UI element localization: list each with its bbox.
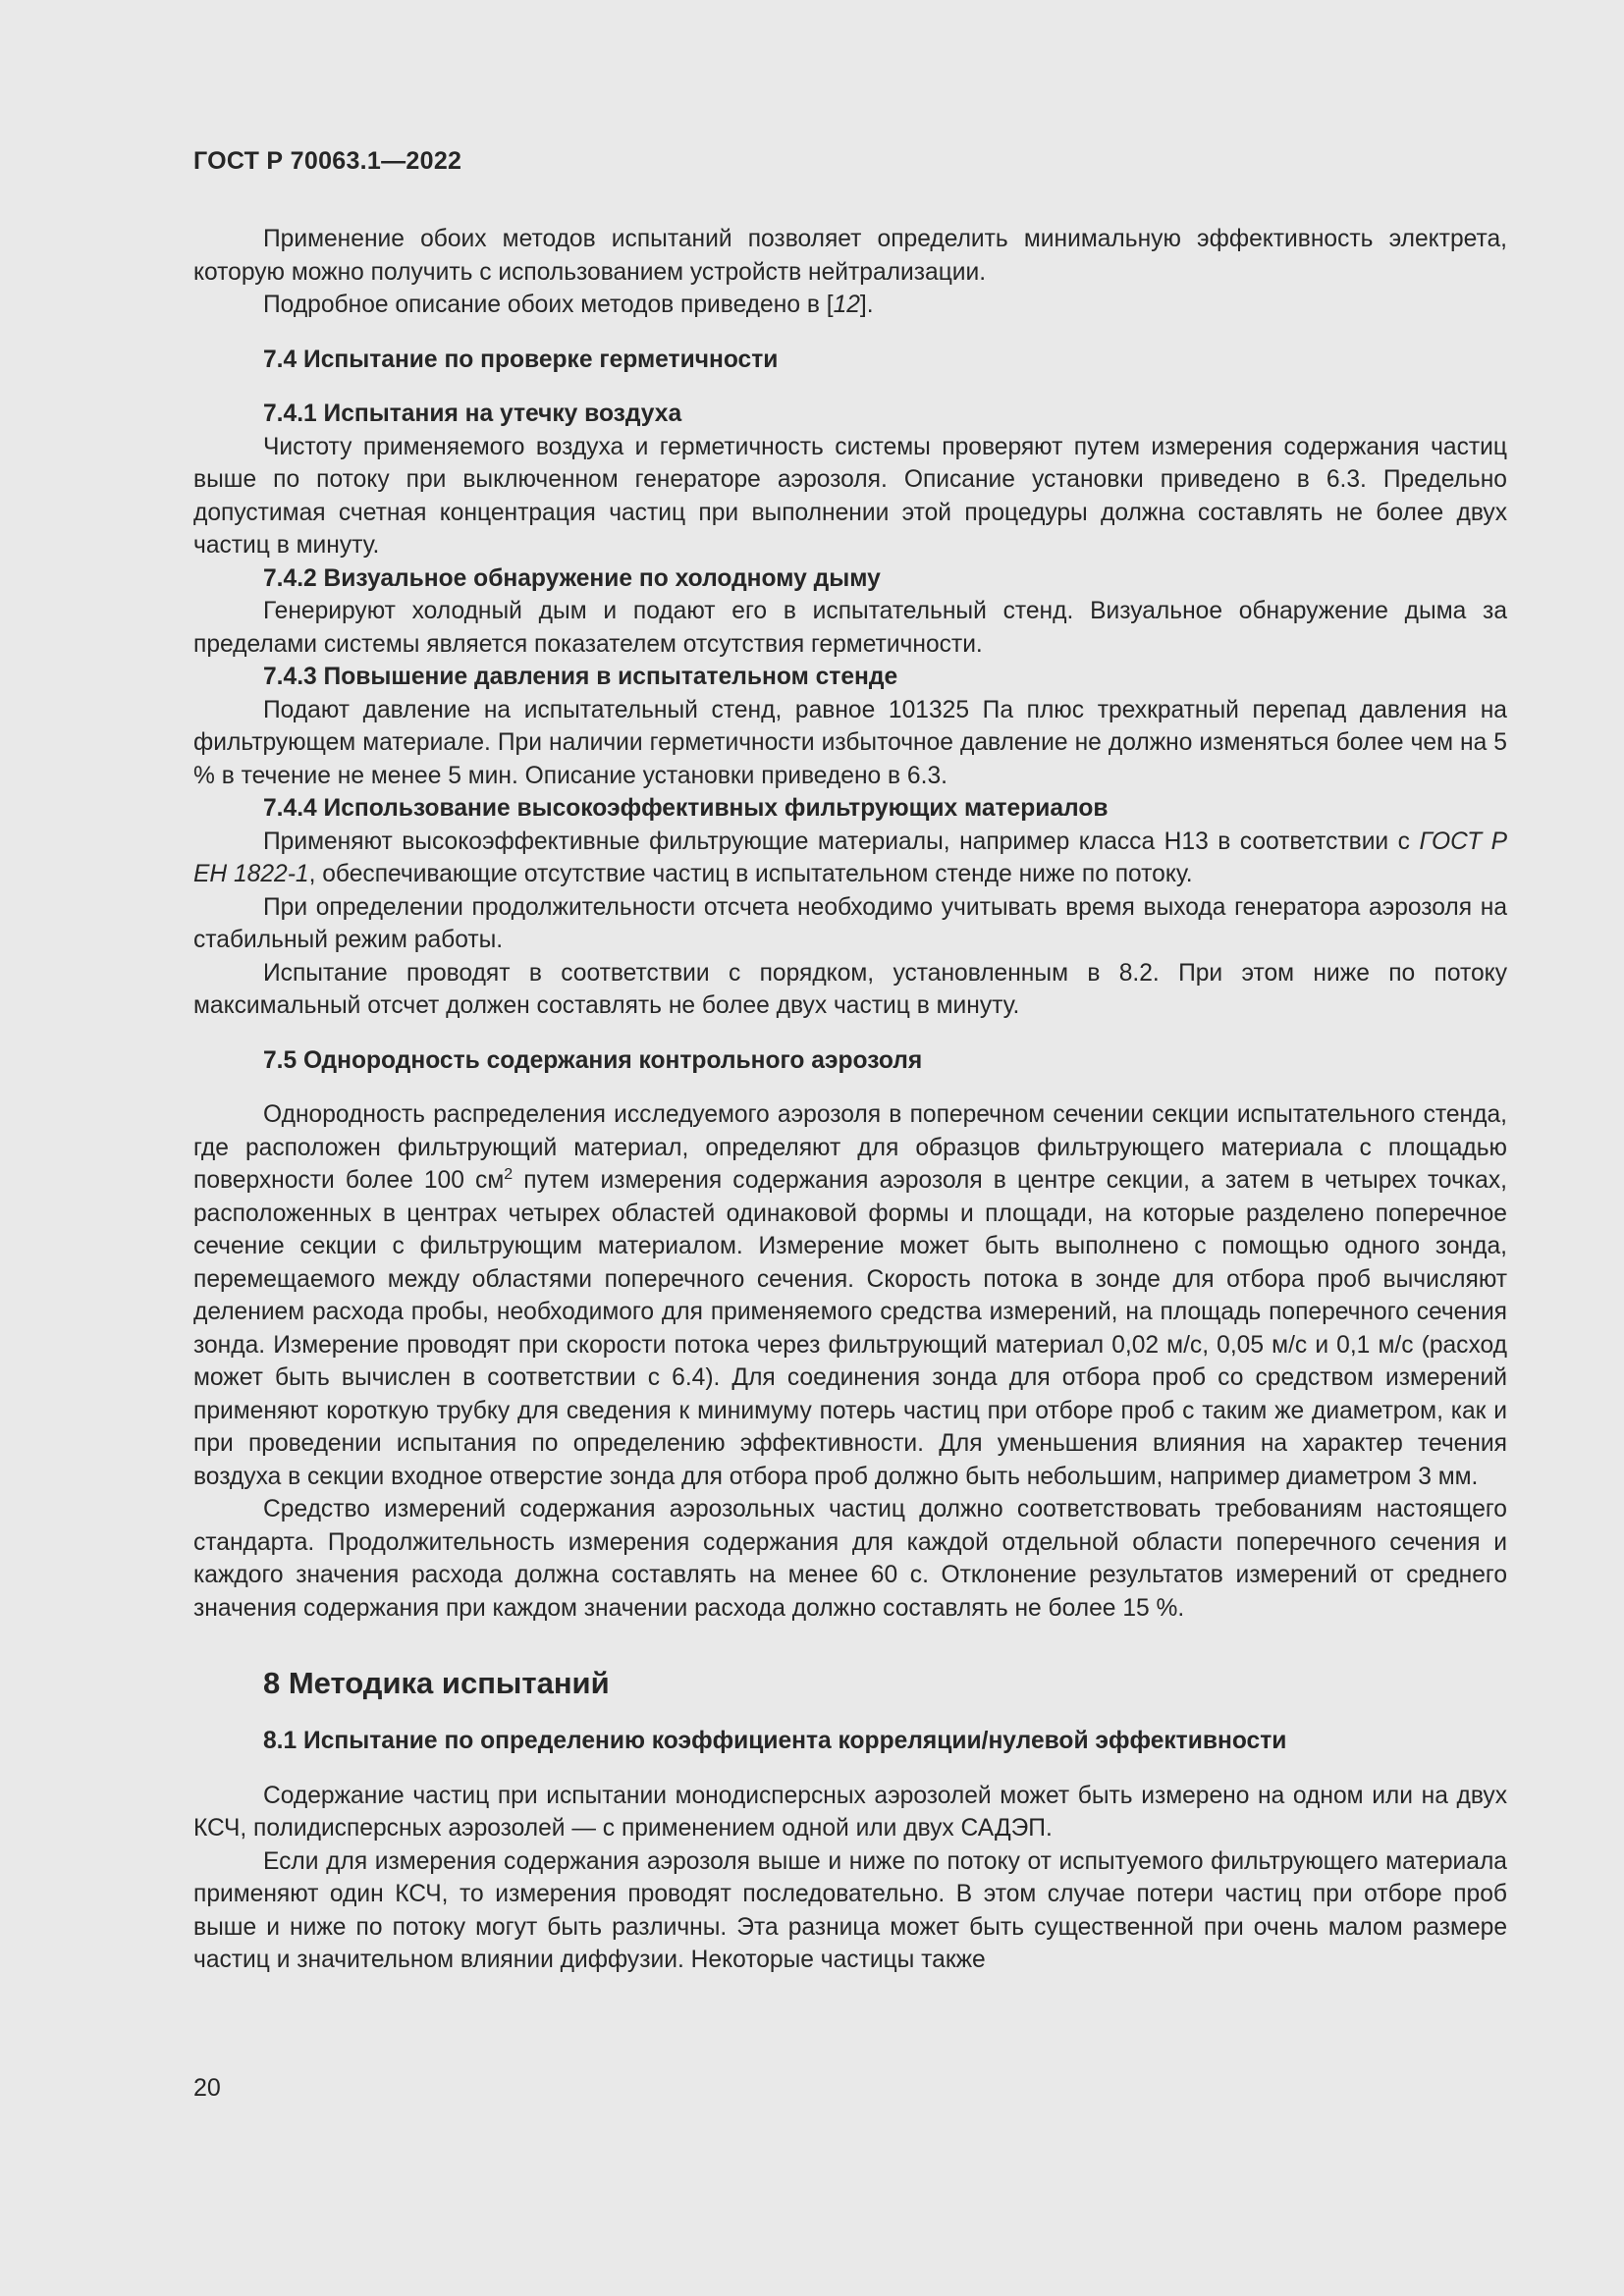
section-heading-7-5: 7.5 Однородность содержания контрольного аэрозоля (263, 1046, 923, 1074)
paragraph: Средство измерений содержания аэрозольных частиц должно соответствовать требованиям настоящего стандарта. Продолжительность измерения содержания для каждой отдельной области поперечного сечения и каждого значения расхода должна составлять на менее 60 с. Отклонение результатов измерений от среднего значения содержания при каждом значении расхода должно составлять не более 15 %. (193, 1496, 1507, 1622)
subsection-heading-7-4-2: 7.4.2 Визуальное обнаружение по холодному дыму (263, 564, 881, 592)
paragraph: При определении продолжительности отсчета необходимо учитывать время выхода генератора аэрозоля на стабильный режим работы. (193, 893, 1507, 953)
chapter-heading-8: 8 Методика испытаний (263, 1666, 610, 1700)
paragraph: Применение обоих методов испытаний позволяет определить минимальную эффективность электрета, которую можно получить с использованием устройств нейтрализации. (193, 226, 1507, 286)
paragraph: Содержание частиц при испытании монодисперсных аэрозолей может быть измерено на одном или на двух КСЧ, полидисперсных аэрозолей — с применением одной или двух САДЭП. (193, 1782, 1507, 1842)
paragraph: Чистоту применяемого воздуха и герметичность системы проверяют путем измерения содержания частиц выше по потоку при выключенном генераторе аэрозоля. Описание установки приведено в 6.3. Предельно допустимая счетная концентрация частиц при выполнении этой процедуры должна составлять не более двух частиц в минуту. (193, 433, 1507, 559)
paragraph: Применяют высокоэффективные фильтрующие материалы, например класса Н13 в соответствии с ГОСТ Р ЕН 1822-1, обеспечивающие отсутствие частиц в испытательном стенде ниже по потоку. (193, 828, 1507, 887)
paragraph: Генерируют холодный дым и подают его в испытательный стенд. Визуальное обнаружение дыма за пределами системы является показателем отсутствия герметичности. (193, 598, 1507, 658)
paragraph: Подробное описание обоих методов приведено в [12]. (263, 292, 874, 318)
paragraph: Если для измерения содержания аэрозоля выше и ниже по потоку от испытуемого фильтрующего материала применяют один КСЧ, то измерения проводят последовательно. В этом случае потери частиц при отборе проб выше и ниже по потоку могут быть различны. Эта разница может быть существенной при очень малом размере частиц и значительном влиянии диффузии. Некоторые частицы также (193, 1847, 1507, 1973)
subsection-heading-7-4-4: 7.4.4 Использование высокоэффективных фильтрующих материалов (263, 795, 1109, 822)
standard-reference: ГОСТ Р ЕН 1822-1 (193, 828, 1507, 887)
subsection-heading-7-4-3: 7.4.3 Повышение давления в испытательном стенде (263, 664, 898, 690)
section-heading-7-4: 7.4 Испытание по проверке герметичности (263, 346, 779, 373)
superscript: 2 (504, 1166, 514, 1183)
document-body (193, 223, 1507, 1977)
section-heading-8-1: 8.1 Испытание по определению коэффициента корреляции/нулевой эффективности (263, 1728, 1287, 1754)
paragraph: Однородность распределения исследуемого аэрозоля в поперечном сечении секции испытательного стенда, где расположен фильтрующий материал, определяют для образцов фильтрующего материала с площадью поверхности более 100 $см^2$ путем измерения содержания аэрозоля в центре секции, а затем в четырех точках, расположенных в центрах четырех областей одинаковой формы и площади, на которые разделено поперечное сечение секции с фильтрующим материалом. Измерение может быть выполнено с помощью одного зонда, перемещаемого между областями поперечного сечения. Скорость потока в зонде для отбора проб вычисляют делением расхода пробы, необходимого для применяемого средства измерений, на площадь поперечного сечения зонда. Измерение проводят при скорости потока через фильтрующий материал 0,02 м/с, 0,05 м/с и 0,1 м/с (расход может быть вычислен в соответствии с 6.4). Для соединения зонда для отбора проб со средством измерений применяют короткую трубку для сведения к минимуму потерь частиц при отборе проб с таким же диаметром, как и при проведении испытания по определению эффективности. Для уменьшения влияния на характер течения воздуха в секции входное отверстие зонда для отбора проб должно быть небольшим, например диаметром 3 мм. (193, 1101, 1507, 1490)
document-code: ГОСТ Р 70063.1—2022 (193, 147, 462, 175)
paragraph: Испытание проводят в соответствии с порядком, установленным в 8.2. При этом ниже по потоку максимальный отсчет должен составлять не более двух частиц в минуту. (193, 959, 1507, 1019)
paragraph: Подают давление на испытательный стенд, равное 101325 Па плюс трехкратный перепад давления на фильтрующем материале. При наличии герметичности избыточное давление не должно изменяться более чем на 5 % в течение не менее 5 мин. Описание установки приведено в 6.3. (193, 696, 1507, 789)
bibliography-reference: 12 (833, 292, 860, 318)
page-number: 20 (193, 2074, 221, 2102)
subsection-heading-7-4-1: 7.4.1 Испытания на утечку воздуха (263, 400, 682, 427)
